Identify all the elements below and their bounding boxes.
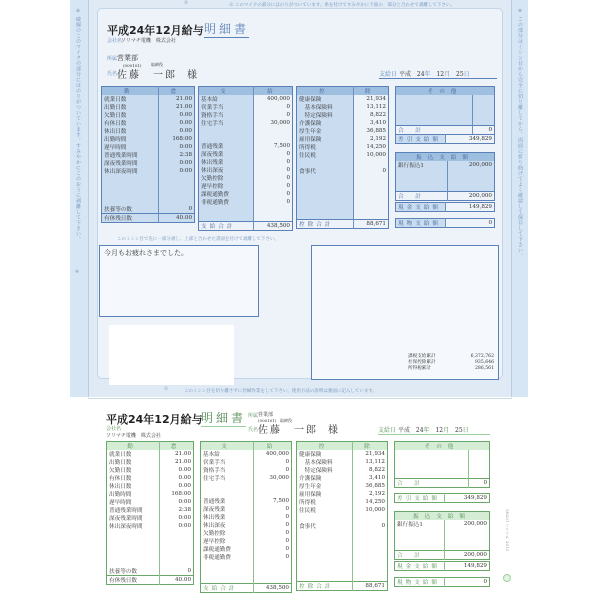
deductions-table	[296, 441, 388, 591]
paid-leave-value: 40.00	[175, 215, 192, 221]
attendance-value: 0:00	[179, 160, 192, 166]
attendance-label: 深夜残業時間	[102, 159, 159, 167]
payment-label: 基本給	[201, 450, 254, 458]
upper-payslip-sheet	[88, 0, 512, 397]
attendance-header-right: 怠	[158, 87, 194, 96]
payday-day: 25	[455, 427, 463, 434]
deduction-value	[353, 537, 388, 545]
deductions-total-label: 控除合計	[297, 582, 353, 591]
deduction-label	[297, 182, 354, 190]
attendance-value: 0.00	[178, 467, 191, 473]
payment-label: 深夜残業	[199, 150, 254, 158]
attendance-label: 欠勤日数	[102, 111, 159, 119]
transfer-total-value: 200,000	[468, 192, 492, 199]
employee-name: 佐藤 一郎	[258, 425, 318, 436]
payments-table	[198, 86, 293, 231]
payment-label: 欠勤控除	[199, 174, 254, 182]
cumulative-value: 935,646	[475, 360, 494, 365]
deduction-label: 特定保険料	[297, 111, 354, 119]
in-kind-pay-label: 現物支給額	[396, 219, 446, 228]
transfer-label: 銀行振込1	[395, 520, 445, 528]
attendance-header-left: 勤	[102, 87, 159, 96]
payslip-title: 平成24年12月給与	[107, 24, 204, 37]
deduction-value: 0	[382, 167, 386, 174]
day-unit: 日	[462, 427, 469, 434]
deduction-value	[353, 197, 388, 205]
attendance-value: 2:38	[178, 507, 191, 513]
other-total-label: 合 計	[395, 478, 469, 487]
year-unit: 年	[424, 71, 431, 78]
attendance-value: 2:38	[179, 152, 192, 158]
payday-era: 平成	[397, 427, 410, 434]
payment-value: 0	[286, 199, 290, 205]
payments-header-right: 給	[253, 87, 292, 96]
payment-value: 400,000	[265, 451, 289, 457]
payment-value: 0	[286, 191, 290, 197]
attendance-value: 0.00	[179, 128, 192, 134]
attendance-label: 出勤時間	[107, 490, 160, 498]
payment-label: 遅早控除	[201, 537, 254, 545]
payday-day: 25	[456, 71, 464, 78]
attendance-label: 休出日数	[102, 127, 159, 135]
paid-leave-label: 有休残日数	[102, 214, 159, 223]
payment-label	[201, 490, 254, 498]
deduction-label	[297, 159, 354, 167]
deductions-total-value: 88,671	[365, 583, 385, 589]
payment-label: 普通残業	[201, 497, 254, 505]
payment-value: 0	[285, 546, 289, 552]
attendance-label: 休出深夜時間	[102, 167, 159, 175]
in-kind-pay-box	[395, 218, 495, 228]
in-kind-pay-label: 現物支給額	[395, 578, 445, 587]
payments-table	[200, 441, 292, 593]
payments-total-label: 支給合計	[199, 221, 254, 230]
deductions-header-right: 除	[353, 442, 388, 451]
payment-value: 0	[286, 112, 290, 118]
deduction-value	[353, 552, 388, 560]
payments-total-label: 支給合計	[201, 583, 254, 592]
position: 取締役	[151, 62, 163, 67]
transfer-table	[395, 152, 495, 201]
payment-value: 0	[285, 459, 289, 465]
payment-label: 営業手当	[199, 103, 254, 111]
payment-value: 0	[286, 159, 290, 165]
deduction-label: 食事代	[297, 167, 354, 175]
deduction-value	[353, 530, 388, 538]
payment-label: 普通残業	[199, 142, 254, 150]
attendance-label: 普通残業時間	[107, 506, 160, 514]
attendance-header-left: 勤	[107, 442, 160, 451]
deductions-total-value: 88,671	[366, 221, 386, 227]
payment-value: 0	[285, 506, 289, 512]
attendance-label: 深夜残業時間	[107, 514, 160, 522]
transfer-header: 振込支給額	[396, 153, 495, 162]
attendance-label: 休出深夜時間	[107, 522, 160, 530]
other-total-value: 0	[488, 126, 492, 133]
deduction-value: 8,822	[369, 112, 386, 118]
payment-label: 深夜残業	[201, 505, 254, 513]
deduction-label: 雇用保険	[297, 490, 353, 498]
attendance-value: 0:00	[179, 168, 192, 174]
payment-label	[201, 482, 254, 490]
transfer-total-label: 合 計	[396, 191, 448, 200]
deduction-value: 3,410	[369, 120, 386, 126]
deduction-value: 21,934	[366, 96, 386, 102]
payment-label: 住宅手当	[201, 474, 254, 482]
other-header: その他	[396, 87, 495, 96]
deduction-label: 住民税	[297, 151, 354, 159]
deduction-label	[297, 197, 354, 205]
payment-value: 0	[285, 467, 289, 473]
payment-label: 遅早控除	[199, 182, 254, 190]
attendance-value: 0.00	[179, 112, 192, 118]
transfer-header: 振込支給額	[395, 512, 490, 521]
payment-label: 休出残業	[201, 513, 254, 521]
deduction-value	[353, 182, 388, 190]
payment-value: 0	[285, 530, 289, 536]
payment-value: 0	[285, 522, 289, 528]
payment-value: 0	[285, 514, 289, 520]
department: 営業部	[258, 412, 274, 418]
deductions-header-right: 除	[353, 87, 388, 96]
payment-label	[199, 135, 254, 143]
cumulative-row	[408, 366, 494, 372]
attendance-label: 休出日数	[107, 482, 160, 490]
company-label: 会社名	[106, 426, 122, 432]
deduction-value: 8,822	[368, 467, 385, 473]
attendance-value: 21.00	[174, 459, 191, 465]
document-type: 明細書	[201, 411, 247, 425]
in-kind-pay-value: 0	[488, 220, 492, 226]
payment-label: 非税通勤費	[199, 198, 254, 206]
transfer-table	[394, 511, 490, 560]
cash-pay-value: 149,829	[463, 563, 487, 569]
cumulative-label: 課税支給累計	[408, 354, 436, 359]
payment-label: 資格手当	[201, 466, 254, 474]
deduction-label	[297, 190, 354, 198]
attendance-header-right: 怠	[160, 442, 194, 451]
deduction-label: 所得税	[297, 143, 354, 151]
transfer-total-value: 200,000	[463, 551, 487, 558]
deduction-value: 14,250	[366, 144, 386, 150]
company-label: 会社名	[107, 38, 123, 44]
message-box	[99, 245, 259, 317]
deduction-label: 所得税	[297, 498, 353, 506]
attendance-value: 168:00	[171, 491, 191, 497]
payment-value	[253, 127, 292, 135]
transfer-label: 銀行振込1	[396, 161, 448, 169]
honorific: 様	[187, 70, 199, 81]
payday-label: 支給日	[378, 427, 397, 434]
attendance-label: 欠勤日数	[107, 466, 160, 474]
attendance-value: 0:00	[178, 499, 191, 505]
deduction-label: 基本保険料	[297, 103, 354, 111]
paid-leave-value: 40.00	[174, 577, 191, 583]
department-label: 所属	[107, 56, 118, 62]
employee-code: (000101)	[123, 63, 142, 68]
position: 取締役	[280, 418, 292, 423]
year-unit: 年	[423, 427, 430, 434]
deductions-header-left: 控	[297, 87, 354, 96]
payday-label: 支給日	[379, 71, 398, 78]
name-label: 氏名	[107, 71, 118, 77]
dependents-label: 扶養等の数	[102, 205, 159, 214]
cash-pay-value: 149,829	[468, 204, 492, 210]
cash-pay-label: 現金支給額	[396, 203, 446, 212]
left-vertical-note: ※ 破線のこのマイクの部分にはのりがついています。すみやかにこのおうに剥離して下さい。	[75, 8, 81, 243]
middle-note: このミシン目で先に一部分剥し、上部と合わせた書面を付けて剥離して下さい。	[117, 237, 279, 242]
deduction-label: 厚生年金	[297, 482, 353, 490]
payment-value: 7,500	[273, 143, 290, 149]
bottom-note: このミシン目を切り離さずに封緘作業をして下さい。使用方法の説明は裏面に記入しています。	[184, 389, 378, 394]
cash-pay-box	[394, 561, 490, 571]
payment-label: 基本給	[199, 95, 254, 103]
net-pay-label: 差引支給額	[395, 494, 445, 503]
payment-label: 営業手当	[201, 458, 254, 466]
payments-total-value: 438,500	[266, 222, 290, 229]
deduction-label	[297, 514, 353, 522]
attendance-value: 0:00	[179, 144, 192, 150]
payment-value: 0	[286, 183, 290, 189]
payment-value: 0	[286, 175, 290, 181]
attendance-value: 0.00	[179, 120, 192, 126]
payday-year: 24	[416, 71, 425, 78]
payment-value: 30,000	[270, 120, 290, 126]
deduction-label: 基本保険料	[297, 458, 353, 466]
deduction-label: 特定保険料	[297, 466, 353, 474]
attendance-label: 出勤日数	[107, 458, 160, 466]
department: 営業部	[117, 54, 138, 62]
other-total-value: 0	[483, 479, 487, 486]
cumulative-label: 社保控除累計	[408, 360, 436, 365]
company-name: ソリマチ電機 株式会社	[106, 433, 161, 439]
bottom-marker: ①	[164, 387, 169, 392]
attendance-table	[101, 86, 195, 223]
payment-label: 休出深夜	[199, 166, 254, 174]
deduction-label	[297, 552, 353, 560]
payment-label: 欠勤控除	[201, 529, 254, 537]
payments-header-right: 給	[254, 442, 292, 451]
cumulative-box	[311, 245, 499, 380]
deduction-label	[297, 175, 354, 183]
payday-month: 12	[436, 71, 445, 78]
cash-pay-label: 現金支給額	[395, 562, 445, 571]
dependents-value: 0	[187, 568, 191, 574]
attendance-value: 21.00	[174, 451, 191, 457]
attendance-label: 普通残業時間	[102, 151, 159, 159]
deduction-value: 14,250	[365, 499, 385, 505]
paid-leave-label: 有休残日数	[107, 576, 160, 585]
name-label: 氏名	[248, 427, 259, 433]
attendance-label: 遅早時間	[102, 143, 159, 151]
attendance-label: 有休日数	[102, 119, 159, 127]
blank-window	[109, 325, 234, 385]
employee-name: 佐藤 一郎	[117, 70, 177, 81]
attendance-label: 就業日数	[107, 450, 160, 458]
attendance-value: 168:00	[172, 136, 192, 142]
payment-value: 400,000	[266, 96, 290, 102]
employee-code: (000101)	[258, 418, 277, 423]
attendance-value: 0:00	[178, 515, 191, 521]
payment-label: 課税通勤費	[199, 190, 254, 198]
payment-label: 休出残業	[199, 158, 254, 166]
payment-value: 0	[286, 151, 290, 157]
payment-value: 0	[286, 167, 290, 173]
deductions-header-left: 控	[297, 442, 353, 451]
payslip-title: 平成24年12月給与	[106, 413, 203, 426]
lower-payslip-sheet	[88, 398, 512, 598]
side-code: SR231 ソリマチ 2012	[505, 509, 510, 552]
payment-value: 30,000	[269, 475, 289, 481]
payment-label: 資格手当	[199, 111, 254, 119]
document-type: 明細書	[204, 22, 250, 36]
deduction-value	[353, 159, 388, 167]
month-unit: 月	[444, 71, 451, 78]
payment-value: 7,500	[272, 498, 289, 504]
payday	[378, 425, 490, 435]
other-header: その他	[395, 442, 490, 451]
deduction-value	[353, 545, 388, 553]
deductions-table	[296, 86, 389, 229]
deduction-value: 36,885	[365, 483, 385, 489]
payments-header-left: 支	[199, 87, 254, 96]
cumulative-value: 6,372,762	[470, 354, 494, 359]
attendance-table	[106, 441, 194, 585]
deduction-value: 3,410	[368, 475, 385, 481]
net-pay-box	[394, 493, 490, 503]
top-marker: ②	[184, 1, 189, 6]
payment-label: 休出深夜	[201, 521, 254, 529]
deduction-label: 健康保険	[297, 450, 353, 458]
deduction-value: 21,934	[365, 451, 385, 457]
attendance-label: 遅早時間	[107, 498, 160, 506]
top-note: ※ このマイクの部分にはのりがついています。糸を付けてすみやかに下面の 部分と合わせて剥離して下さい。	[229, 3, 455, 8]
attendance-label: 出勤時間	[102, 135, 159, 143]
cash-pay-box	[395, 202, 495, 212]
deduction-label: 雇用保険	[297, 135, 354, 143]
day-unit: 日	[463, 71, 470, 78]
message-text: 今月もお疲れさまでした。	[104, 249, 188, 257]
deduction-label: 厚生年金	[297, 127, 354, 135]
payment-label: 課税通勤費	[201, 545, 254, 553]
payment-label: 非税通勤費	[201, 553, 254, 561]
deduction-label: 住民税	[297, 506, 353, 514]
in-kind-pay-box	[394, 577, 490, 587]
month-unit: 月	[443, 427, 450, 434]
deduction-value: 10,000	[366, 152, 386, 158]
payday-month: 12	[435, 427, 444, 434]
cumulative-list	[408, 354, 494, 372]
payment-value: 0	[285, 554, 289, 560]
deduction-value: 13,112	[366, 104, 386, 110]
transfer-value: 200,000	[463, 521, 487, 527]
payments-header-left: 支	[201, 442, 254, 451]
deductions-total-label: 控除合計	[297, 220, 354, 229]
other-table	[394, 441, 490, 488]
payday	[379, 69, 497, 79]
deduction-value: 13,112	[365, 459, 385, 465]
net-pay-label: 差引支給額	[396, 135, 446, 144]
deduction-value	[353, 175, 388, 183]
deduction-value	[353, 514, 388, 522]
deduction-value: 36,885	[366, 128, 386, 134]
deduction-value: 2,192	[369, 136, 386, 142]
other-total-label: 合 計	[396, 125, 473, 134]
dependents-value: 0	[188, 206, 192, 212]
left-glue-strip	[70, 0, 88, 397]
right-glue-strip	[512, 0, 528, 397]
payment-value	[254, 482, 292, 490]
deduction-label: 食事代	[297, 522, 353, 530]
attendance-label: 就業日数	[102, 95, 159, 103]
net-pay-value: 349,829	[463, 495, 487, 501]
payments-total-value: 438,500	[265, 584, 289, 591]
deduction-value	[353, 190, 388, 198]
attendance-value: 21.00	[175, 96, 192, 102]
payday-year: 24	[415, 427, 424, 434]
attendance-value: 0:00	[178, 523, 191, 529]
transfer-value: 200,000	[468, 162, 492, 168]
registration-mark-icon	[503, 574, 511, 582]
attendance-value: 0.00	[178, 475, 191, 481]
left-marker: ④	[75, 270, 80, 275]
attendance-label: 有休日数	[107, 474, 160, 482]
transfer-total-label: 合 計	[395, 550, 445, 559]
deduction-label	[297, 537, 353, 545]
payment-value: 0	[285, 538, 289, 544]
payment-value	[253, 135, 292, 143]
attendance-value: 21.00	[175, 104, 192, 110]
cumulative-value: 286,561	[475, 366, 494, 371]
dependents-label: 扶養等の数	[107, 567, 160, 576]
net-pay-value: 349,829	[468, 136, 492, 142]
attendance-value: 0.00	[178, 483, 191, 489]
deduction-value: 2,192	[368, 491, 385, 497]
deduction-label: 介護保険	[297, 119, 354, 127]
honorific: 様	[328, 425, 340, 436]
deduction-value: 0	[381, 522, 385, 529]
department-label: 所属	[248, 413, 259, 419]
deduction-value: 10,000	[365, 507, 385, 513]
payment-value	[254, 490, 292, 498]
in-kind-pay-value: 0	[483, 579, 487, 585]
attendance-label: 出勤日数	[102, 103, 159, 111]
deduction-label: 健康保険	[297, 95, 354, 103]
deduction-label: 介護保険	[297, 474, 353, 482]
company-name: ソリマチ電機 株式会社	[121, 38, 176, 44]
net-pay-box	[395, 134, 495, 144]
payment-value: 0	[286, 104, 290, 110]
payment-label	[199, 127, 254, 135]
payment-label: 住宅手当	[199, 119, 254, 127]
other-table	[395, 86, 495, 135]
right-vertical-note: ※ この部分はミシン目から完全に切り離してから、両面に折り曲げてよく確認して保存して下さい。	[517, 8, 523, 259]
cumulative-label: 所得税累計	[408, 366, 431, 371]
deduction-label	[297, 545, 353, 553]
payday-era: 平成	[398, 71, 411, 78]
deduction-label	[297, 530, 353, 538]
